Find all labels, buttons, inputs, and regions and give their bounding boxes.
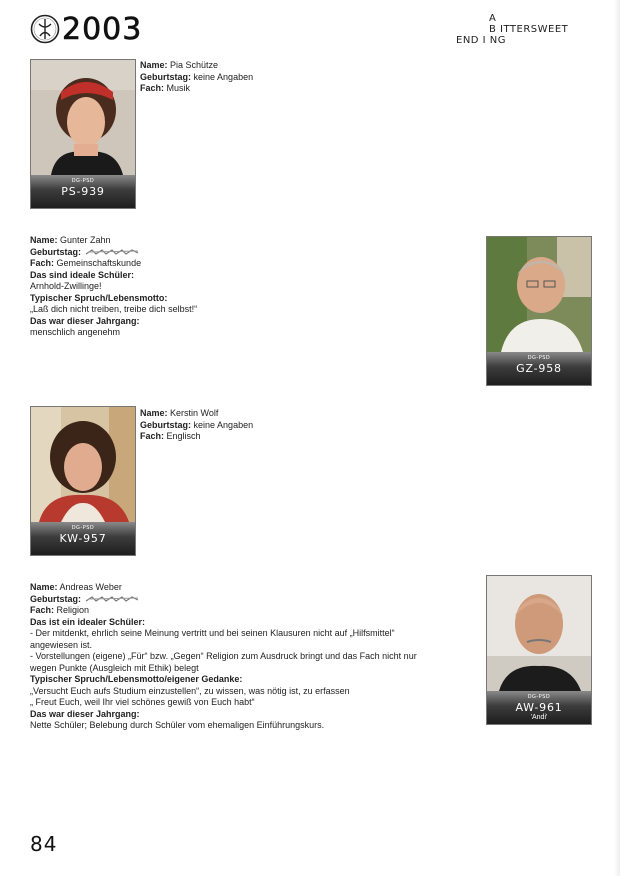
- ideal-student-line: wegen Punkte (Ausgleich mit Ethik) belegt: [30, 662, 199, 673]
- teacher-portrait: [31, 407, 135, 522]
- page-number: 84: [30, 832, 58, 856]
- birthday-value: keine Angaben: [193, 419, 254, 430]
- teacher-portrait: [31, 60, 135, 175]
- birthday-label: Geburtstag:: [30, 246, 82, 257]
- ideal-student-line: - Der mitdenkt, ehrlich seine Meinung vertritt und bei seinen Klausuren nicht auf „Hilfsmittel“: [30, 628, 395, 638]
- subject-value: Englisch: [166, 431, 201, 441]
- photo-nickname: 'Andi': [530, 714, 548, 721]
- photo-code: GZ-958: [516, 362, 562, 375]
- photo-code: KW-957: [59, 532, 107, 545]
- teacher-name: Kerstin Wolf: [170, 408, 219, 418]
- teacher-info: [30, 582, 417, 732]
- name-label: Name:: [140, 60, 168, 70]
- class-motto: [456, 13, 596, 49]
- teacher-photo-card: [30, 59, 136, 209]
- redacted-scribble: [84, 595, 140, 603]
- photo-code: AW-961: [515, 701, 563, 714]
- teacher-photo-card: [486, 575, 592, 725]
- teacher-name: Andreas Weber: [59, 582, 122, 592]
- photo-org-label: DG-PSD: [527, 355, 551, 361]
- motto-line-1: A: [489, 13, 497, 24]
- photo-id-band: [487, 352, 591, 385]
- subject-label: Fach:: [30, 258, 55, 268]
- photo-org-label: DG-PSD: [71, 525, 95, 531]
- class-year-label: Das war dieser Jahrgang:: [30, 315, 140, 326]
- name-label: Name:: [30, 582, 58, 592]
- photo-org-label: DG-PSD: [71, 178, 95, 184]
- teacher-portrait: [487, 237, 591, 352]
- teacher-info: [140, 408, 253, 443]
- name-label: Name:: [140, 408, 168, 418]
- class-year-text: Nette Schüler; Belebung durch Schüler vom ehemaligen Einführungskurs.: [30, 720, 325, 730]
- birthday-label: Geburtstag:: [30, 593, 82, 604]
- photo-id-band: [31, 522, 135, 555]
- teacher-info: [30, 235, 197, 339]
- birthday-label: Geburtstag:: [140, 71, 192, 82]
- motto-line: „ Freut Euch, weil Ihr viel schönes gewiß von Euch habt“: [30, 697, 255, 707]
- ideal-student-line: - Vorstellungen (eigene) „Für“ bzw. „Gegen“ Religion zum Ausdruck bringt und das Fach nicht nur: [30, 651, 417, 661]
- subject-value: Religion: [56, 605, 90, 615]
- teacher-portrait: [487, 576, 591, 691]
- teacher-photo-card: [486, 236, 592, 386]
- subject-label: Fach:: [140, 83, 165, 93]
- photo-org-label: DG-PSD: [527, 694, 551, 700]
- motto-label: Typischer Spruch/Lebensmotto:: [30, 292, 168, 303]
- motto-line-2: B ITTERSWEET: [489, 24, 569, 35]
- redacted-scribble: [84, 248, 140, 256]
- teacher-info: [140, 60, 253, 95]
- motto-label: Typischer Spruch/Lebensmotto/eigener Gedanke:: [30, 674, 243, 684]
- birthday-label: Geburtstag:: [140, 419, 192, 430]
- subject-value: Musik: [166, 83, 191, 93]
- photo-code: PS-939: [61, 185, 105, 198]
- ideal-student-label: Das ist ein idealer Schüler:: [30, 616, 146, 627]
- teacher-photo-card: [30, 406, 136, 556]
- photo-id-band: [31, 175, 135, 208]
- birthday-value: keine Angaben: [193, 71, 254, 82]
- motto-line: „Versucht Euch aufs Studium einzustellen“, zu wissen, was nötig ist, zu erfassen: [30, 685, 350, 696]
- teacher-name: Pia Schütze: [170, 60, 219, 70]
- class-year-text: menschlich angenehm: [30, 327, 121, 337]
- subject-label: Fach:: [140, 431, 165, 441]
- ideal-student-line: angewiesen ist.: [30, 639, 93, 650]
- name-label: Name:: [30, 235, 58, 245]
- motto-text: „Laß dich nicht treiben, treibe dich selbst!“: [30, 304, 198, 314]
- year-title: 2003: [62, 12, 143, 47]
- school-logo-icon: [30, 14, 60, 44]
- class-year-label: Das war dieser Jahrgang:: [30, 708, 140, 719]
- subject-value: Gemeinschaftskunde: [56, 258, 142, 268]
- ideal-students-label: Das sind ideale Schüler:: [30, 269, 135, 280]
- teacher-name: Gunter Zahn: [60, 235, 111, 245]
- page-edge-shade: [614, 0, 620, 876]
- motto-line-3: END I NG: [456, 35, 507, 46]
- ideal-students-text: Arnhold-Zwillinge!: [30, 281, 102, 291]
- subject-label: Fach:: [30, 605, 55, 615]
- photo-id-band: [487, 691, 591, 724]
